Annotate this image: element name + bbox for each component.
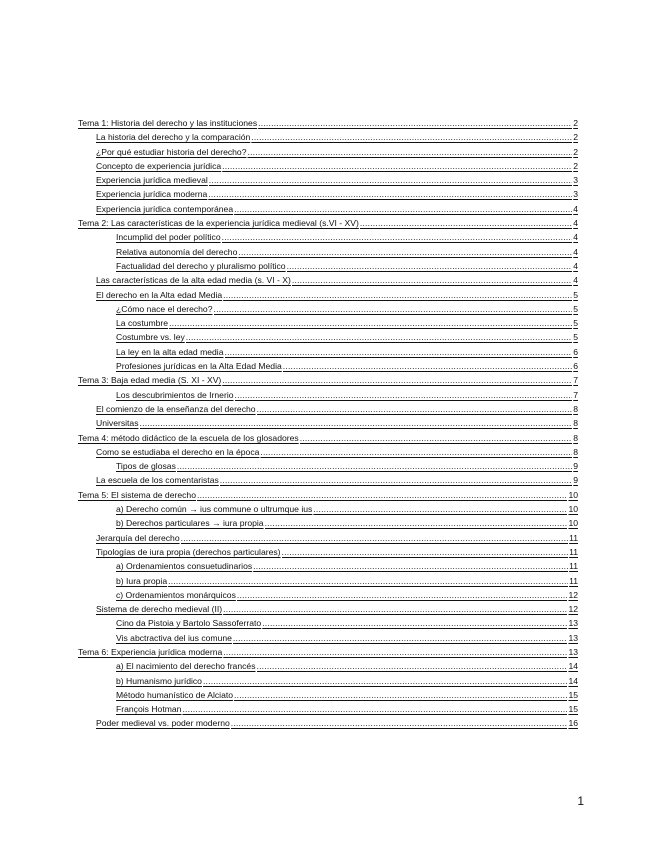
- toc-entry[interactable]: [78, 302, 578, 316]
- toc-entry-title[interactable]: Incumplid del poder político: [116, 232, 221, 243]
- toc-leader-dots: [257, 402, 573, 416]
- toc-leader-dots: [300, 431, 573, 445]
- toc-entry-page[interactable]: 11: [569, 561, 578, 572]
- toc-entry[interactable]: [78, 216, 578, 230]
- toc-leader-dots: [181, 531, 568, 545]
- toc-leader-dots: [182, 702, 567, 716]
- toc-entry-title[interactable]: La ley en la alta edad media: [116, 346, 224, 357]
- toc-entry-page[interactable]: 9: [573, 475, 578, 486]
- toc-entry-title[interactable]: El comienzo de la enseñanza del derecho: [96, 403, 256, 414]
- toc-entry-title[interactable]: Los descubrimientos de Irnerio: [116, 389, 234, 400]
- toc-entry[interactable]: [78, 173, 578, 187]
- toc-entry-page[interactable]: 14: [568, 661, 578, 672]
- toc-entry[interactable]: [78, 531, 578, 545]
- toc-entry[interactable]: [78, 431, 578, 445]
- toc-entry-page[interactable]: 8: [573, 418, 578, 429]
- toc-leader-dots: [223, 602, 567, 616]
- toc-entry-title[interactable]: La historia del derecho y la comparación: [96, 132, 251, 143]
- toc-entry[interactable]: [78, 259, 578, 273]
- toc-leader-dots: [262, 616, 567, 630]
- toc-leader-dots: [203, 674, 567, 688]
- toc-entry-page[interactable]: 7: [573, 375, 578, 386]
- toc-entry-title[interactable]: Método humanístico de Alciato: [116, 689, 234, 700]
- toc-entry-page[interactable]: 16: [568, 718, 578, 729]
- toc-leader-dots: [220, 473, 572, 487]
- toc-entry-page[interactable]: 2: [573, 118, 578, 128]
- toc-entry[interactable]: [78, 202, 578, 216]
- toc-entry-title[interactable]: La escuela de los comentaristas: [96, 475, 219, 486]
- toc-entry-title[interactable]: Cino da Pistoia y Bartolo Sassoferrato: [116, 618, 262, 629]
- toc-entry[interactable]: [78, 702, 578, 716]
- toc-entry[interactable]: [78, 345, 578, 359]
- toc-entry-page[interactable]: 6: [573, 361, 578, 372]
- toc-entry-page[interactable]: 8: [573, 403, 578, 414]
- toc-entry[interactable]: [78, 273, 578, 287]
- toc-entry-page[interactable]: 11: [569, 575, 578, 586]
- toc-entry[interactable]: [78, 588, 578, 602]
- toc-entry[interactable]: [78, 674, 578, 688]
- toc-entry-page[interactable]: 12: [568, 604, 578, 615]
- toc-leader-dots: [234, 202, 572, 216]
- toc-leader-dots: [197, 488, 567, 502]
- toc-entry[interactable]: [78, 574, 578, 588]
- toc-entry-page[interactable]: 6: [573, 346, 578, 357]
- toc-leader-dots: [231, 716, 568, 730]
- toc-leader-dots: [360, 216, 572, 230]
- toc-leader-dots: [214, 302, 573, 316]
- toc-entry[interactable]: [78, 616, 578, 630]
- toc-entry-page[interactable]: 4: [573, 232, 578, 243]
- toc-entry[interactable]: [78, 330, 578, 344]
- toc-entry-page[interactable]: 4: [573, 275, 578, 286]
- toc-entry-page[interactable]: 2: [573, 146, 578, 157]
- toc-entry-title[interactable]: b) Iura propia: [116, 575, 168, 586]
- toc-entry-page[interactable]: 3: [573, 189, 578, 200]
- toc-leader-dots: [235, 388, 573, 402]
- toc-leader-dots: [169, 316, 572, 330]
- toc-entry-title[interactable]: ¿Por qué estudiar historia del derecho?: [96, 146, 247, 157]
- toc-entry[interactable]: [78, 116, 578, 130]
- toc-leader-dots: [223, 645, 567, 659]
- toc-leader-dots: [222, 373, 572, 387]
- toc-entry-title[interactable]: a) Ordenamientos consuetudinarios: [116, 561, 253, 572]
- toc-entry[interactable]: [78, 159, 578, 173]
- toc-entry-title[interactable]: La costumbre: [116, 318, 169, 329]
- toc-entry-title[interactable]: a) El nacimiento del derecho francés: [116, 661, 256, 672]
- toc-entry[interactable]: [78, 373, 578, 387]
- toc-leader-dots: [223, 288, 572, 302]
- toc-entry-page[interactable]: 2: [573, 132, 578, 143]
- toc-entry[interactable]: [78, 488, 578, 502]
- toc-leader-dots: [260, 445, 572, 459]
- toc-entry[interactable]: [78, 187, 578, 201]
- toc-entry-title[interactable]: Experiencia jurídica moderna: [96, 189, 208, 200]
- toc-leader-dots: [283, 359, 572, 373]
- toc-entry-title[interactable]: c) Ordenamientos monárquicos: [116, 589, 236, 600]
- toc-entry-page[interactable]: 4: [573, 203, 578, 214]
- toc-entry-page[interactable]: 13: [568, 632, 578, 643]
- toc-entry-title[interactable]: Tema 5: El sistema de derecho: [78, 489, 196, 500]
- toc-leader-dots: [222, 159, 572, 173]
- toc-entry[interactable]: [78, 288, 578, 302]
- toc-entry[interactable]: [78, 245, 578, 259]
- toc-leader-dots: [140, 416, 573, 430]
- toc-entry-page[interactable]: 8: [573, 446, 578, 457]
- toc-entry-title[interactable]: Factualidad del derecho y pluralismo político: [116, 260, 286, 271]
- toc-entry[interactable]: [78, 445, 578, 459]
- toc-entry[interactable]: [78, 631, 578, 645]
- toc-entry-page[interactable]: 3: [573, 175, 578, 186]
- toc-entry-title[interactable]: Concepto de experiencia jurídica: [96, 160, 222, 171]
- toc-entry-title[interactable]: Tema 6: Experiencia jurídica moderna: [78, 646, 223, 657]
- toc-entry-title[interactable]: Profesiones jurídicas en la Alta Edad Media: [116, 361, 282, 372]
- page-number: 1: [577, 794, 584, 808]
- toc-entry[interactable]: [78, 659, 578, 673]
- toc-entry[interactable]: [78, 473, 578, 487]
- toc-leader-dots: [247, 145, 572, 159]
- toc-leader-dots: [237, 588, 568, 602]
- toc-entry-page[interactable]: 13: [568, 618, 578, 629]
- toc-entry[interactable]: [78, 388, 578, 402]
- toc-leader-dots: [282, 545, 569, 559]
- table-of-contents: [78, 116, 578, 731]
- toc-entry-page[interactable]: 4: [573, 260, 578, 271]
- toc-entry-title[interactable]: Experiencia jurídica medieval: [96, 175, 208, 186]
- toc-entry[interactable]: [78, 416, 578, 430]
- toc-entry[interactable]: [78, 716, 578, 730]
- toc-leader-dots: [168, 574, 568, 588]
- toc-entry-page[interactable]: 5: [573, 318, 578, 329]
- toc-entry[interactable]: [78, 602, 578, 616]
- toc-entry-title[interactable]: b) Humanismo jurídico: [116, 675, 202, 686]
- toc-entry-title[interactable]: Tema 1: Historia del derecho y las instituciones: [78, 118, 258, 128]
- toc-entry[interactable]: [78, 559, 578, 573]
- toc-entry-title[interactable]: Sistema de derecho medieval (II): [96, 604, 223, 615]
- toc-leader-dots: [258, 116, 572, 130]
- toc-entry-page[interactable]: 14: [568, 675, 578, 686]
- toc-entry-title[interactable]: Poder medieval vs. poder moderno: [96, 718, 230, 729]
- toc-entry[interactable]: [78, 316, 578, 330]
- toc-entry[interactable]: [78, 459, 578, 473]
- toc-entry-title[interactable]: Costumbre vs. ley: [116, 332, 185, 343]
- toc-entry[interactable]: [78, 230, 578, 244]
- toc-entry-title[interactable]: Las características de la alta edad media (s. VI - X): [96, 275, 291, 286]
- toc-entry-page[interactable]: 4: [573, 218, 578, 229]
- toc-entry-page[interactable]: 10: [568, 518, 578, 529]
- toc-leader-dots: [233, 631, 568, 645]
- toc-entry[interactable]: [78, 502, 578, 516]
- toc-entry[interactable]: [78, 688, 578, 702]
- toc-entry-title[interactable]: Experiencia jurídica contemporánea: [96, 203, 234, 214]
- toc-entry-page[interactable]: 11: [569, 546, 578, 557]
- toc-leader-dots: [234, 688, 567, 702]
- toc-leader-dots: [209, 173, 572, 187]
- toc-entry-title[interactable]: Tema 2: Las características de la experiencia jurídica medieval (s.VI - XV): [78, 218, 359, 229]
- toc-entry-title[interactable]: a) Derecho común → ius commune o ultrumque ius: [116, 504, 313, 515]
- toc-entry[interactable]: [78, 545, 578, 559]
- toc-entry-title[interactable]: El derecho en la Alta edad Media: [96, 289, 223, 300]
- toc-entry-page[interactable]: 5: [573, 289, 578, 300]
- toc-leader-dots: [208, 187, 572, 201]
- toc-entry-title[interactable]: Tipos de glosas: [116, 461, 176, 472]
- toc-leader-dots: [177, 459, 572, 473]
- toc-entry-page[interactable]: 7: [573, 389, 578, 400]
- toc-entry-title[interactable]: Vis abctractiva del ius comune: [116, 632, 232, 643]
- toc-entry-page[interactable]: 11: [569, 532, 578, 543]
- toc-entry-title[interactable]: Como se estudiaba el derecho en la época: [96, 446, 260, 457]
- toc-leader-dots: [222, 230, 573, 244]
- toc-entry-title[interactable]: Jerarquía del derecho: [96, 532, 180, 543]
- toc-entry-page[interactable]: 15: [568, 704, 578, 715]
- toc-entry-title[interactable]: Tema 4: método didáctico de la escuela de los glosadores: [78, 432, 299, 443]
- toc-leader-dots: [251, 130, 572, 144]
- toc-entry[interactable]: [78, 516, 578, 530]
- toc-entry[interactable]: [78, 130, 578, 144]
- toc-entry[interactable]: [78, 645, 578, 659]
- toc-entry-page[interactable]: 12: [568, 589, 578, 600]
- toc-entry-title[interactable]: Tema 3: Baja edad media (S. XI - XV): [78, 375, 222, 386]
- toc-entry-page[interactable]: 5: [573, 332, 578, 343]
- toc-entry-page[interactable]: 9: [573, 461, 578, 472]
- toc-entry-title[interactable]: b) Derechos particulares → iura propia: [116, 518, 264, 529]
- toc-entry-page[interactable]: 8: [573, 432, 578, 443]
- toc-entry-page[interactable]: 15: [568, 689, 578, 700]
- toc-entry-title[interactable]: Universitas: [96, 418, 139, 429]
- toc-leader-dots: [265, 516, 568, 530]
- toc-entry-page[interactable]: 4: [573, 246, 578, 257]
- toc-entry-title[interactable]: François Hotman: [116, 704, 182, 715]
- toc-entry-page[interactable]: 2: [573, 160, 578, 171]
- toc-entry[interactable]: [78, 402, 578, 416]
- toc-entry-page[interactable]: 13: [568, 646, 578, 657]
- toc-leader-dots: [292, 273, 572, 287]
- toc-entry[interactable]: [78, 359, 578, 373]
- toc-entry[interactable]: [78, 145, 578, 159]
- toc-leader-dots: [186, 330, 572, 344]
- toc-entry-page[interactable]: 10: [568, 489, 578, 500]
- toc-entry-page[interactable]: 5: [573, 303, 578, 314]
- toc-entry-title[interactable]: ¿Cómo nace el derecho?: [116, 303, 213, 314]
- toc-leader-dots: [238, 245, 572, 259]
- toc-leader-dots: [225, 345, 573, 359]
- toc-leader-dots: [287, 259, 573, 273]
- toc-entry-title[interactable]: Relativa autonomía del derecho: [116, 246, 238, 257]
- toc-leader-dots: [313, 502, 567, 516]
- toc-entry-title[interactable]: Tipologías de iura propia (derechos particulares): [96, 546, 281, 557]
- toc-leader-dots: [253, 559, 568, 573]
- toc-leader-dots: [257, 659, 568, 673]
- toc-entry-page[interactable]: 10: [568, 504, 578, 515]
